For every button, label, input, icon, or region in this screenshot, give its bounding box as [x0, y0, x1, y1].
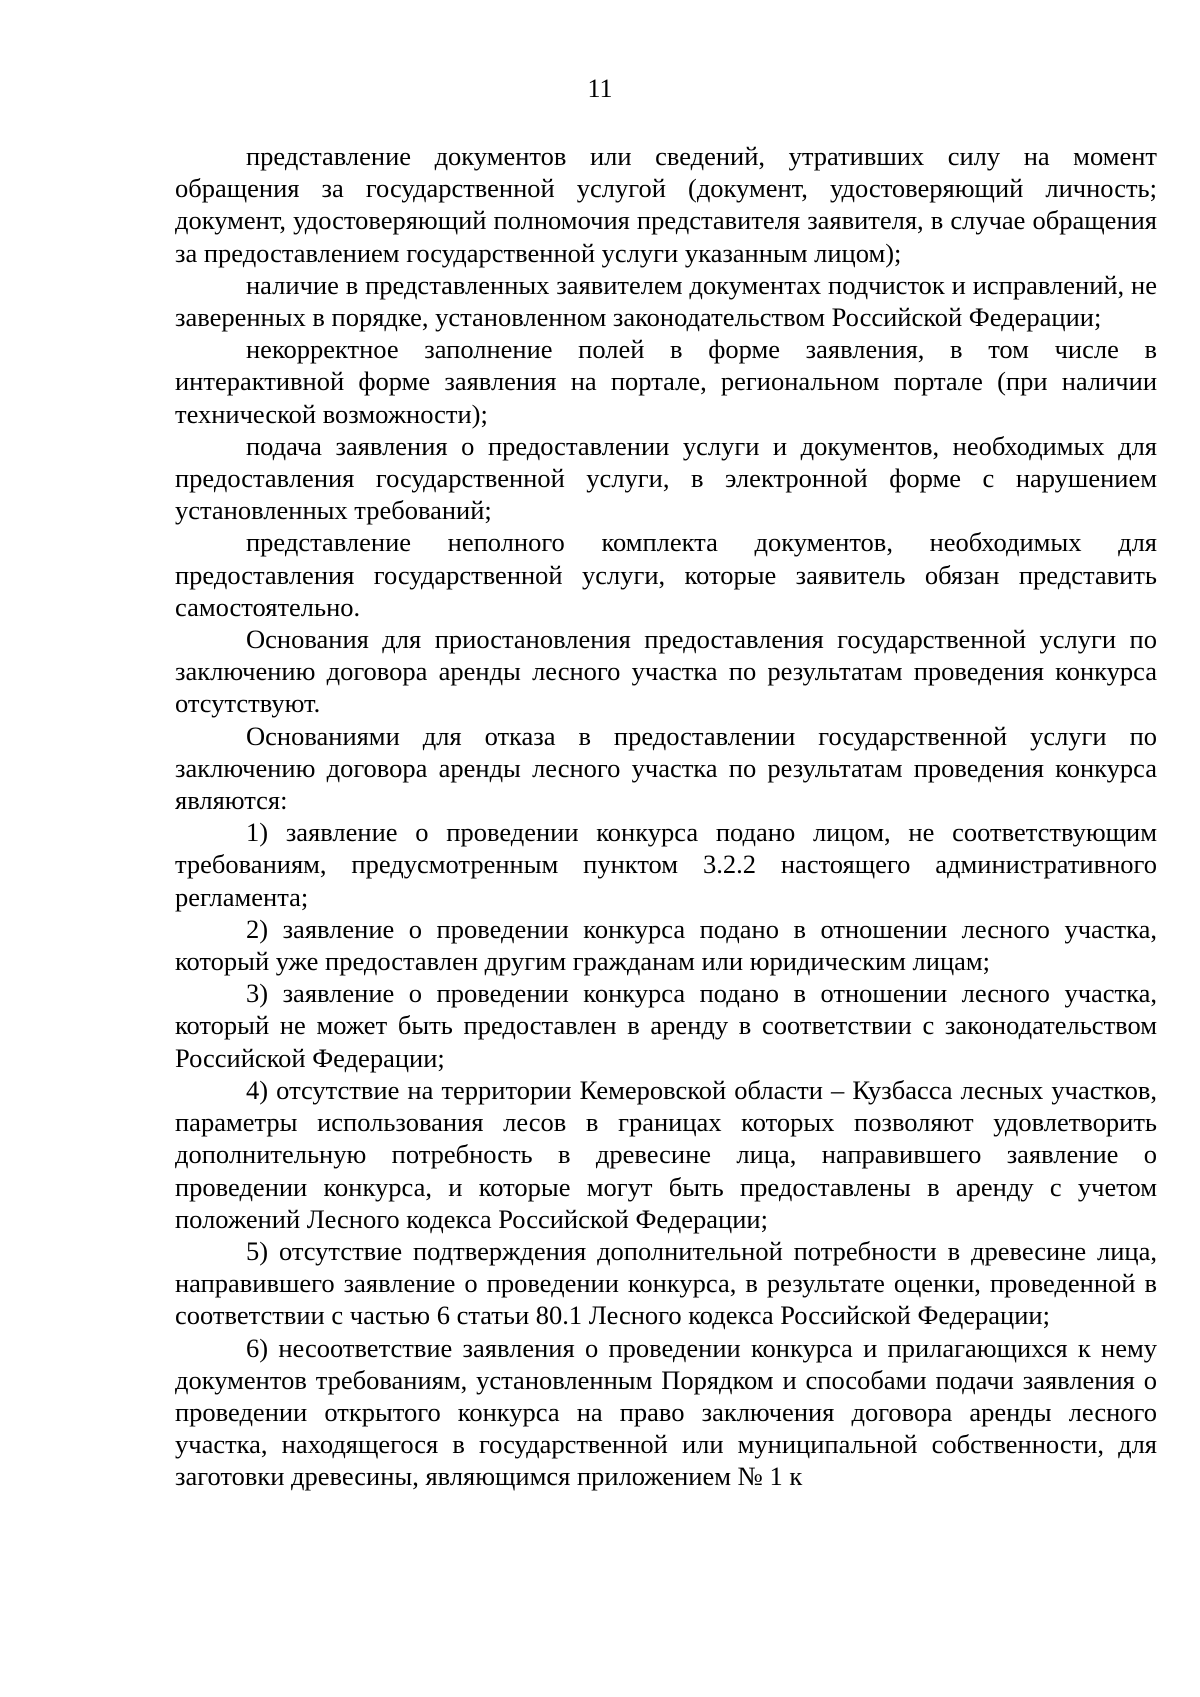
- paragraph: Основания для приостановления предоставления государственной услуги по заключению договора аренды лесного участка по результатам проведения конкурса отсутствуют.: [175, 624, 1157, 719]
- paragraph: 5) отсутствие подтверждения дополнительной потребности в древесине лица, направившего заявление о проведении конкурса, в результате оценки, проведенной в соответствии с частью 6 статьи 80.1 Лесного кодекса Российской Федерации;: [175, 1235, 1157, 1331]
- paragraph: 2) заявление о проведении конкурса подано в отношении лесного участка, который уже предоставлен другим гражданам или юридическим лицам;: [175, 913, 1157, 977]
- paragraph: некорректное заполнение полей в форме заявления, в том числе в интерактивной форме заявления на портале, региональном портале (при наличии технической возможности);: [175, 334, 1157, 429]
- paragraph: 3) заявление о проведении конкурса подано в отношении лесного участка, который не может быть предоставлен в аренду в соответствии с законодательством Российской Федерации;: [175, 978, 1157, 1073]
- paragraph: наличие в представленных заявителем документах подчисток и исправлений, не заверенных в порядке, установленном законодательством Российской Федерации;: [175, 269, 1157, 333]
- paragraph: 1) заявление о проведении конкурса подано лицом, не соответствующим требованиям, предусмотренным пунктом 3.2.2 настоящего административного регламента;: [175, 817, 1157, 912]
- paragraph: 4) отсутствие на территории Кемеровской области – Кузбасса лесных участков, параметры использования лесов в границах которых позволяют удовлетворить дополнительную потребность в древесине лица, направившего заявление о проведении конкурса, и которые могут быть предоставлены в аренду с учетом положений Лесного кодекса Российской Федерации;: [175, 1074, 1157, 1234]
- page-number: 11: [587, 74, 613, 103]
- document-body: [175, 140, 1157, 1493]
- paragraph: представление документов или сведений, утративших силу на момент обращения за государственной услугой (документ, удостоверяющий личность; документ, удостоверяющий полномочия представителя заявителя, в случае обращения за предоставлением государственной услуги указанным лицом);: [175, 141, 1157, 268]
- paragraph: представление неполного комплекта документов, необходимых для предоставления государственной услуги, которые заявитель обязан представить самостоятельно.: [175, 527, 1157, 622]
- paragraph: Основаниями для отказа в предоставлении государственной услуги по заключению договора аренды лесного участка по результатам проведения конкурса являются:: [175, 720, 1157, 816]
- paragraph: 6) несоответствие заявления о проведении конкурса и прилагающихся к нему документов требованиям, установленным Порядком и способами подачи заявления о проведении открытого конкурса на право заключения договора аренды лесного участка, находящегося в государственной или муниципальной собственности, для заготовки древесины, являющимся приложением № 1 к: [175, 1332, 1157, 1492]
- paragraph: подача заявления о предоставлении услуги и документов, необходимых для предоставления государственной услуги, в электронной форме с нарушением установленных требований;: [175, 430, 1157, 526]
